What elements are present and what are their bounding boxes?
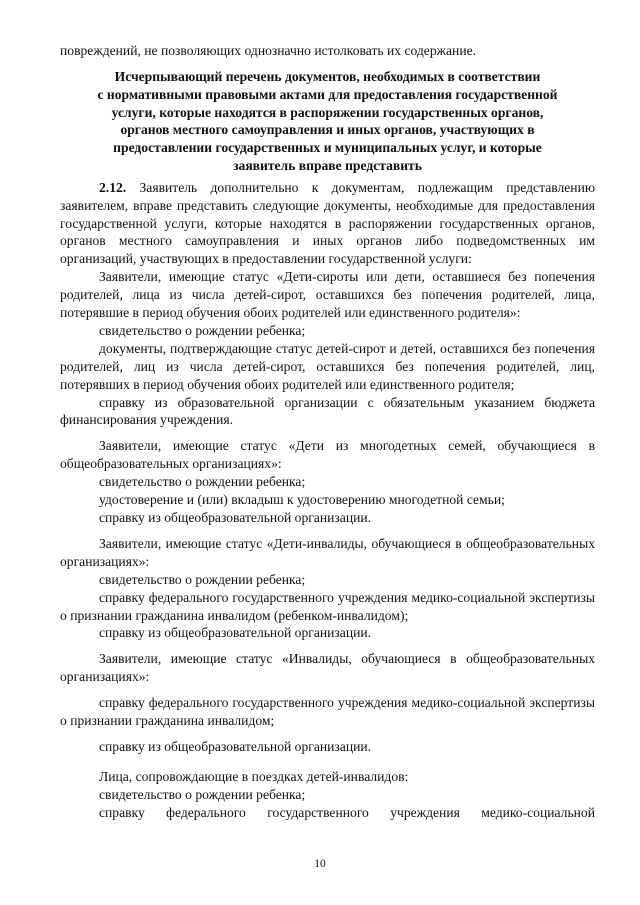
list-item: свидетельство о рождении ребенка; [99, 474, 306, 490]
group-title-orphans: Заявители, имеющие статус «Дети-сироты или дети, оставшиеся без попечения родителей, лица из числа детей-сирот, оставшихся без попечения родителей, лица, потерявшие в период обучения обоих родителей или единственного родителя»: [60, 269, 595, 321]
list-item: справку из общеобразовательной организации. [99, 510, 372, 525]
page-number: 10 [314, 858, 326, 870]
heading-line: Исчерпывающий перечень документов, необходимых в соответствии [114, 68, 541, 84]
list-item: справку федерального государственного учреждения медико-социальной [99, 804, 595, 820]
list-item: удостоверение и (или) вкладыш к удостоверению многодетной семьи; [99, 492, 505, 508]
group-title-large-families: Заявители, имеющие статус «Дети из многодетных семей, обучающиеся в общеобразовательных организациях»: [60, 438, 595, 472]
continuation-line: повреждений, не позволяющих однозначно истолковать их содержание. [60, 43, 477, 58]
list-item: свидетельство о рождении ребенка; [99, 322, 306, 338]
clause-text: Заявитель дополнительно к документам, подлежащим представлению заявителем, вправе представить следующие документы, необходимые для предоставления государственной услуги, которые находятся в распоряжении государственных органов, органов местного самоуправления и иных органов либо подведомственных им организаций, участвующих в предоставлении государственной услуги: [60, 179, 595, 267]
list-item: справку из образовательной организации с обязательным указанием бюджета финансирования учреждения. [60, 394, 595, 428]
list-item: справку из общеобразовательной организации. [99, 738, 372, 754]
clause-number: 2.12. [99, 179, 127, 195]
section-heading [60, 68, 595, 175]
list-item: справку из общеобразовательной организации. [99, 625, 372, 641]
heading-line: услуги, которые находятся в распоряжении государственных органов, [111, 104, 544, 120]
group-title-disabled-children: Заявители, имеющие статус «Дети-инвалиды, обучающиеся в общеобразовательных организациях»: [60, 535, 595, 569]
heading-line: органов местного самоуправления и иных органов, участвующих в [120, 122, 535, 138]
list-item: свидетельство о рождении ребенка; [99, 571, 306, 587]
list-item: справку федерального государственного учреждения медико-социальной экспертизы о признании гражданина инвалидом; [60, 695, 595, 729]
group-title-accompanying-persons: Лица, сопровождающие в поездках детей-инвалидов: [99, 768, 409, 784]
heading-line: с нормативными правовыми актами для предоставления государственной [97, 86, 558, 102]
list-item: документы, подтверждающие статус детей-сирот и детей, оставшихся без попечения родителей, лиц из числа детей-сирот, оставшихся без попечения родителей, лиц, потерявших в период обучения обоих родителей или единственного родителя; [60, 340, 595, 392]
heading-line: заявитель вправе представить [233, 157, 422, 173]
group-title-disabled-students: Заявители, имеющие статус «Инвалиды, обучающиеся в общеобразовательных организациях»: [60, 651, 595, 685]
list-item: свидетельство о рождении ребенка; [99, 786, 306, 802]
heading-line: предоставлении государственных и муниципальных услуг, и которые [113, 140, 542, 156]
clause-2-12 [60, 179, 595, 269]
list-item: справку федерального государственного учреждения медико-социальной экспертизы о признании гражданина инвалидом (ребенком-инвалидом); [60, 589, 595, 623]
